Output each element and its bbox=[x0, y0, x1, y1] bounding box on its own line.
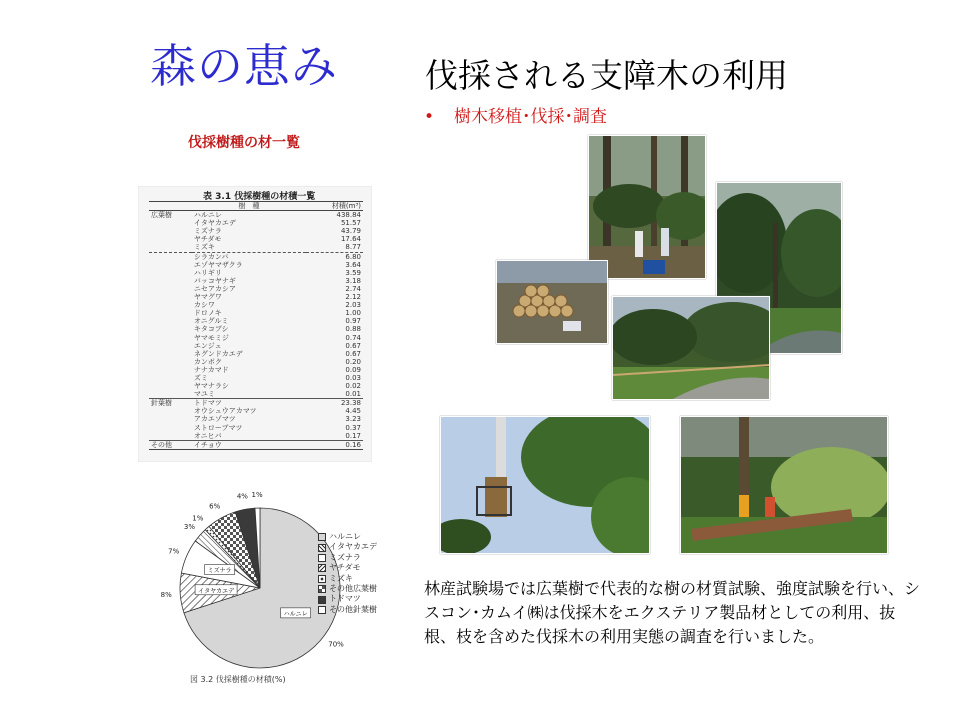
table-row bbox=[149, 301, 363, 309]
table-row bbox=[149, 235, 363, 243]
table-cell-name: バッコヤナギ bbox=[193, 276, 236, 285]
table-cell-name: ミズナラ bbox=[193, 227, 222, 236]
table-cell-value: 0.37 bbox=[345, 423, 361, 432]
table-cell-group: 広葉樹 bbox=[151, 211, 172, 220]
slide-title: 森の恵み bbox=[150, 39, 338, 93]
legend-item bbox=[318, 574, 377, 584]
table-cell-name: イチョウ bbox=[192, 440, 306, 449]
table-cell-value: 3.64 bbox=[345, 260, 361, 269]
table-row bbox=[149, 317, 363, 325]
table-row bbox=[149, 325, 363, 333]
table-cell-name: オウシュウアカマツ bbox=[193, 407, 257, 416]
table-header-group bbox=[149, 202, 192, 211]
table-cell-name: ハリギリ bbox=[193, 268, 222, 277]
pie-inner-label: イタヤカエデ bbox=[198, 587, 235, 595]
table-row bbox=[149, 261, 363, 269]
table-cell-name: トドマツ bbox=[192, 399, 306, 408]
table-cell-name: オニグルミ bbox=[193, 317, 229, 326]
table-cell-group bbox=[149, 432, 192, 441]
table-header-volume: 材積(m³) bbox=[306, 202, 363, 211]
table-cell-value: 0.03 bbox=[345, 373, 361, 382]
bullet-item bbox=[424, 102, 607, 127]
table-cell-group bbox=[149, 325, 192, 333]
table-cell-name: ニセアカシア bbox=[193, 284, 236, 293]
volume-table bbox=[149, 201, 363, 450]
pie-slice-label: 4% bbox=[236, 492, 248, 501]
legend-label: ミズキ bbox=[329, 573, 353, 583]
table-cell-value: 2.12 bbox=[345, 293, 361, 302]
table-cell-name: アカエゾマツ bbox=[193, 415, 236, 424]
table-header-species: 樹 種 bbox=[192, 202, 306, 211]
table-row bbox=[149, 382, 363, 390]
table-cell-name: イタヤカエデ bbox=[193, 219, 236, 228]
pie-caption: 図 3.2 伐採樹種の材積(%) bbox=[190, 675, 286, 684]
table-cell-name: カシワ bbox=[193, 301, 215, 310]
table-row bbox=[149, 342, 363, 350]
table-cell-name: マユミ bbox=[193, 390, 215, 399]
table-row bbox=[149, 415, 363, 423]
table-cell-value: 0.67 bbox=[345, 349, 361, 358]
photo-bucket-truck bbox=[440, 416, 650, 554]
table-cell-value: 0.97 bbox=[345, 317, 361, 326]
table-row bbox=[149, 309, 363, 317]
legend-item bbox=[318, 584, 377, 594]
legend-label: イタヤカエデ bbox=[329, 542, 377, 552]
table-cell-group bbox=[149, 301, 192, 309]
legend-swatch bbox=[318, 564, 326, 572]
table-row bbox=[149, 219, 363, 227]
legend-label: ミズナラ bbox=[329, 552, 361, 562]
table-cell-group bbox=[149, 252, 192, 261]
photo-workers-forest bbox=[588, 135, 706, 279]
photo-fenced-path bbox=[612, 296, 770, 400]
table-row bbox=[149, 269, 363, 277]
table-cell-group bbox=[149, 317, 192, 325]
legend-swatch bbox=[318, 585, 326, 593]
table-cell-group bbox=[149, 293, 192, 301]
slide-subtitle: 伐採される支障木の利用 bbox=[425, 56, 788, 95]
table-cell-value: 0.16 bbox=[306, 440, 363, 449]
table-row bbox=[149, 399, 363, 408]
legend-item bbox=[318, 605, 377, 615]
legend-item bbox=[318, 563, 377, 573]
table-cell-group bbox=[149, 350, 192, 358]
table-cell-group bbox=[149, 285, 192, 293]
table-cell-value: 0.20 bbox=[345, 357, 361, 366]
pie-slice-label: 1% bbox=[192, 514, 204, 523]
table-row bbox=[149, 358, 363, 366]
pie-slice-label: 7% bbox=[168, 547, 180, 556]
table-cell-group bbox=[149, 219, 192, 227]
legend-swatch bbox=[318, 554, 326, 562]
table-cell-group bbox=[149, 243, 192, 252]
table-cell-value: 438.84 bbox=[336, 211, 361, 220]
table-cell-name: キタコブシ bbox=[193, 325, 229, 334]
pie-slice-label: 6% bbox=[209, 502, 221, 511]
table-cell-group bbox=[149, 358, 192, 366]
table-cell-group bbox=[149, 415, 192, 423]
pie-legend bbox=[318, 532, 377, 615]
table-cell-group bbox=[149, 261, 192, 269]
table-cell-name: ナナカマド bbox=[193, 365, 229, 374]
figure-heading: 伐採樹種の材一覧 bbox=[188, 135, 300, 151]
table-cell-group: その他 bbox=[149, 440, 192, 449]
table-cell-value: 4.45 bbox=[345, 407, 361, 416]
table-cell-group bbox=[149, 277, 192, 285]
table-cell-value: 1.00 bbox=[345, 309, 361, 318]
table-row bbox=[149, 350, 363, 358]
table-cell-value: 51.57 bbox=[340, 219, 361, 228]
pie-slice-label: 1% bbox=[251, 491, 263, 500]
pie-slice-label: 8% bbox=[160, 590, 172, 599]
pie-inner-label: ミズナラ bbox=[207, 567, 232, 575]
legend-label: トドマツ bbox=[329, 594, 361, 604]
table-cell-value: 6.80 bbox=[306, 252, 363, 261]
table-row bbox=[149, 366, 363, 374]
bullet-text: 樹木移植･伐採･調査 bbox=[454, 107, 607, 127]
table-cell-value: 0.01 bbox=[345, 390, 361, 399]
pie-chart-figure bbox=[110, 478, 410, 693]
table-caption: 表 3.1 伐採樹種の材積一覧 bbox=[203, 192, 316, 202]
body-paragraph: 林産試験場では広葉樹で代表的な樹の材質試験、強度試験を行い、シスコン･カムイ㈱は伐採木をエクステリア製品材としての利用、抜根、枝を含めた伐採木の利用実態の調査を行いました。 bbox=[424, 579, 921, 646]
legend-label: ハルニレ bbox=[329, 532, 361, 541]
table-cell-name: ズミ bbox=[193, 373, 208, 382]
table-row bbox=[149, 390, 363, 399]
legend-item bbox=[318, 594, 377, 604]
table-cell-value: 43.79 bbox=[340, 227, 361, 236]
table-cell-name: ストローブマツ bbox=[193, 423, 243, 432]
photo-log-pile bbox=[496, 260, 608, 344]
table-cell-name: エゾヤマザクラ bbox=[193, 260, 243, 269]
table-row bbox=[149, 440, 363, 449]
table-cell-group bbox=[149, 424, 192, 432]
table-cell-value: 23.38 bbox=[306, 399, 363, 408]
table-cell-value: 8.77 bbox=[345, 243, 361, 252]
table-cell-value: 0.02 bbox=[345, 382, 361, 391]
table-cell-name: シラカンバ bbox=[192, 252, 306, 261]
table-cell-group bbox=[149, 390, 192, 399]
legend-swatch bbox=[318, 544, 326, 552]
table-cell-name: ヤチダモ bbox=[193, 235, 222, 244]
table-cell-value: 0.88 bbox=[345, 325, 361, 334]
legend-label: ヤチダモ bbox=[329, 563, 361, 573]
legend-swatch bbox=[318, 596, 326, 604]
table-cell-name: オニヒバ bbox=[193, 431, 222, 440]
table-row bbox=[149, 285, 363, 293]
table-cell-value: 0.17 bbox=[345, 431, 361, 440]
table-cell-name: ドロノキ bbox=[193, 309, 222, 318]
table-cell-value: 3.59 bbox=[345, 268, 361, 277]
table-cell-name: ミズキ bbox=[193, 243, 215, 252]
table-cell-value: 2.03 bbox=[345, 301, 361, 310]
table-cell-group bbox=[149, 366, 192, 374]
legend-swatch bbox=[318, 575, 326, 583]
pie-slice-label: 3% bbox=[183, 522, 196, 531]
photo-felled-tree bbox=[680, 416, 888, 554]
table-cell-group bbox=[149, 407, 192, 415]
table-row bbox=[149, 334, 363, 342]
table-cell-group bbox=[149, 382, 192, 390]
table-row bbox=[149, 432, 363, 441]
legend-label: その他広葉樹 bbox=[329, 584, 377, 594]
table-row bbox=[149, 374, 363, 382]
table-row bbox=[149, 293, 363, 301]
table-cell-value: 0.74 bbox=[345, 333, 361, 342]
table-cell-value: 0.09 bbox=[345, 365, 361, 374]
table-row bbox=[149, 211, 363, 220]
table-cell-name: エンジュ bbox=[193, 341, 222, 350]
table-cell-value: 2.74 bbox=[345, 284, 361, 293]
table-cell-group bbox=[149, 309, 192, 317]
pie-inner-label: ハルニレ bbox=[283, 610, 308, 618]
legend-swatch bbox=[318, 606, 326, 614]
volume-table-image bbox=[138, 186, 372, 462]
legend-swatch bbox=[318, 533, 326, 541]
table-row bbox=[149, 424, 363, 432]
table-cell-value: 17.64 bbox=[340, 235, 361, 244]
table-row bbox=[149, 407, 363, 415]
table-cell-name: ヤマグワ bbox=[193, 293, 222, 302]
bullet-marker: • bbox=[424, 107, 435, 127]
legend-item bbox=[318, 532, 377, 542]
table-cell-group bbox=[149, 235, 192, 243]
legend-label: その他針葉樹 bbox=[329, 604, 377, 614]
table-cell-group: 針葉樹 bbox=[149, 399, 192, 408]
legend-item bbox=[318, 553, 377, 563]
legend-item bbox=[318, 542, 377, 552]
table-cell-group bbox=[149, 227, 192, 235]
table-cell-group bbox=[149, 374, 192, 382]
table-cell-group bbox=[149, 334, 192, 342]
table-cell-name: ネグンドカエデ bbox=[193, 349, 243, 358]
table-cell-name: ハルニレ bbox=[193, 211, 222, 220]
table-row bbox=[149, 252, 363, 261]
table-cell-value: 3.23 bbox=[345, 415, 361, 424]
table-cell-name: ヤマモミジ bbox=[193, 333, 229, 342]
pie-slice-label: 70% bbox=[328, 640, 344, 649]
table-row bbox=[149, 227, 363, 235]
table-cell-value: 0.67 bbox=[345, 341, 361, 350]
table-cell-value: 3.18 bbox=[345, 276, 361, 285]
table-row bbox=[149, 243, 363, 252]
table-cell-name: カンボク bbox=[193, 357, 222, 366]
table-cell-group bbox=[149, 342, 192, 350]
table-cell-name: ヤマナラシ bbox=[193, 382, 229, 391]
table-cell-group bbox=[149, 269, 192, 277]
table-row bbox=[149, 277, 363, 285]
